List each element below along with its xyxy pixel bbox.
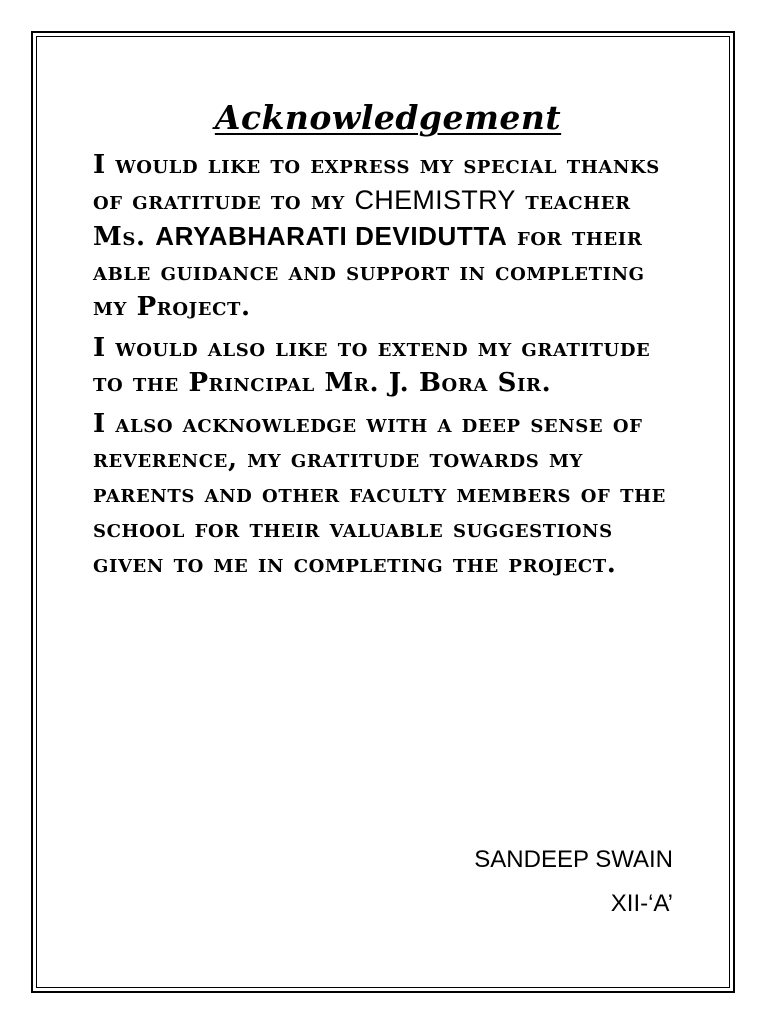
acknowledgement-body <box>93 96 683 588</box>
paragraph-text: I also acknowledge with a deep sense of reverence, my gratitude towards my parents and other faculty members of the school for their valuable suggestions given to me in completing the project. <box>93 409 667 579</box>
principal-word: Principal <box>188 368 315 398</box>
paragraph-text: for their able guidance and support in completing my <box>93 222 645 322</box>
subject-name: CHEMISTRY <box>354 185 516 215</box>
paragraph-thanks-teacher <box>93 148 683 325</box>
paragraph-thanks-principal <box>93 331 683 401</box>
principal-name: Mr. J. Bora Sir. <box>324 368 552 398</box>
teacher-title: Ms. <box>93 222 146 252</box>
student-class: XII-‘A’ <box>610 890 673 917</box>
signature-block <box>474 838 673 926</box>
page-title: Acknowledgement <box>214 98 562 137</box>
paragraph-thanks-parents <box>93 407 683 582</box>
project-word: Project. <box>136 292 251 322</box>
paragraph-text: I would also like to extend my gratitude to the <box>93 333 651 398</box>
paragraph-text: teacher <box>515 186 631 216</box>
teacher-name: ARYABHARATI DEVIDUTTA <box>155 221 508 251</box>
student-name: SANDEEP SWAIN <box>474 846 673 873</box>
paragraph-text: I would like to express my special thanks of gratitude to my <box>93 150 660 216</box>
